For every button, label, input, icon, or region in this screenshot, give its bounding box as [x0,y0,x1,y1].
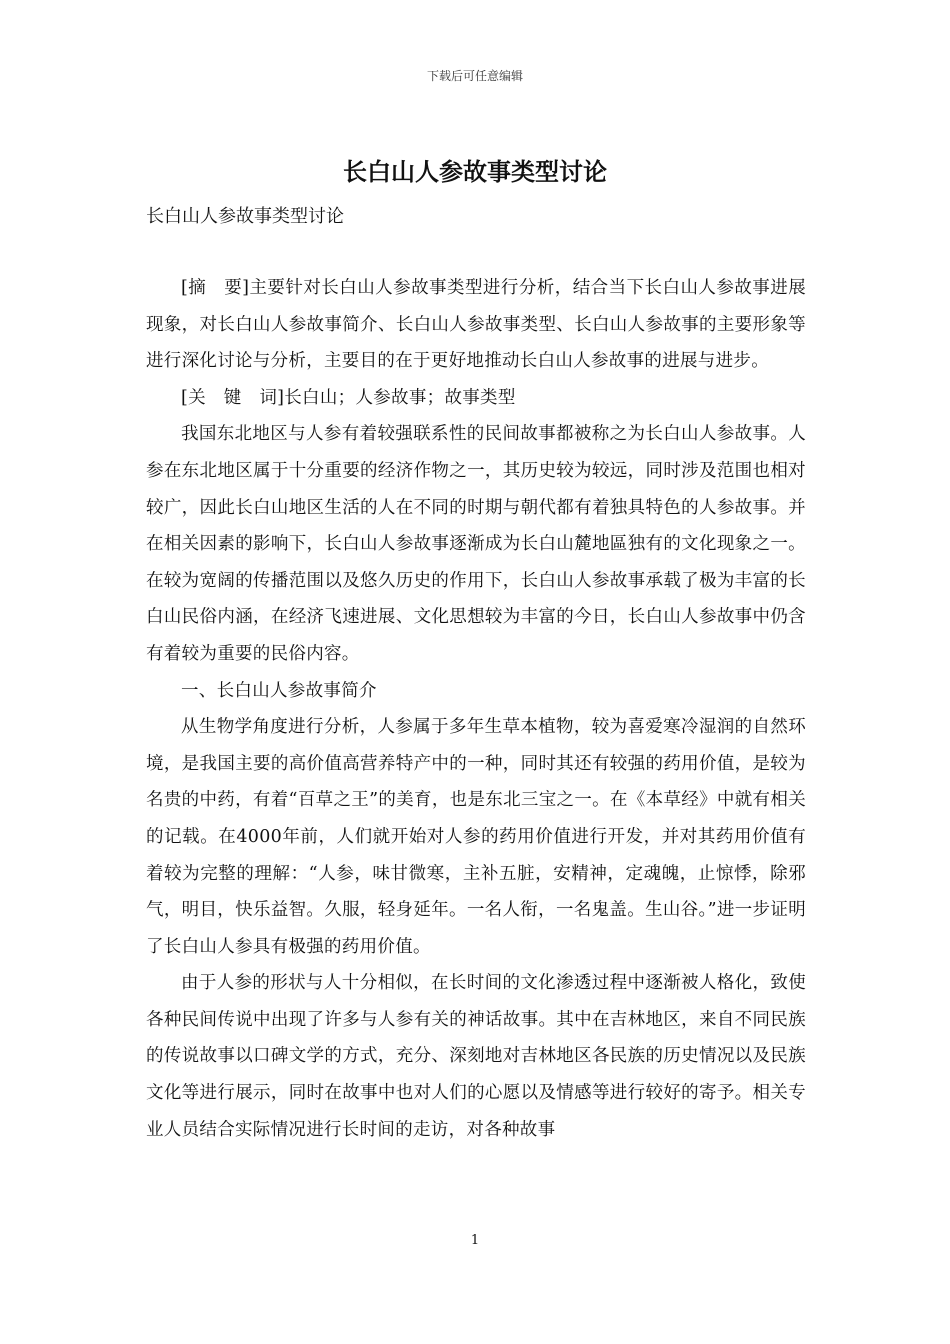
header-note: 下载后可任意编辑 [426,69,523,83]
page-number: 1 [470,1233,480,1248]
intro-paragraph: 我国东北地区与人参有着较强联系性的民间故事都被称之为长白山人参故事。人参在东北地区属于十分重要的经济作物之一，其历史较为较远，同时涉及范围也相对较广，因此长白山地区生活的人在不同的时期与朝代都有着独具特色的人参故事。并在相关因素的影响下，长白山人参故事逐渐成为长白山麓地區独有的文化现象之一。在较为宽阔的传播范围以及悠久历史的作用下，长白山人参故事承载了极为丰富的长白山民俗内涵，在经济飞速进展、文化思想较为丰富的今日，长白山人参故事中仍含有着较为重要的民俗内容。 [146,424,806,664]
abstract-paragraph: [摘 要]主要针对长白山人参故事类型进行分析，结合当下长白山人参故事进展现象，对长白山人参故事简介、长白山人参故事类型、长白山人参故事的主要形象等进行深化讨论与分析，主要目的在于更好地推动长白山人参故事的进展与进步。 [146,278,806,372]
body-paragraph: 由于人参的形状与人十分相似，在长时间的文化渗透过程中逐渐被人格化，致使各种民间传说中出现了许多与人参有关的神话故事。其中在吉林地区，来自不同民族的传说故事以口碑文学的方式，充分、深刻地对吉林地区各民族的历史情况以及民族文化等进行展示，同时在故事中也对人们的心愿以及情感等进行较好的寄予。相关专业人员结合实际情况进行长时间的走访，对各种故事 [146,973,806,1140]
keywords-paragraph: [关 键 词]长白山；人参故事；故事类型 [181,387,516,408]
body-paragraph: 从生物学角度进行分析，人参属于多年生草本植物，较为喜爱寒冷湿润的自然环境，是我国主要的高价值高营养特产中的一种，同时其还有较强的药用价值，是较为名贵的中药，有着“百草之王”的美育，也是东北三宝之一。在《本草经》中就有相关的记载。在4000年前，人们就开始对人参的药用价值进行开发，并对其药用价值有着较为完整的理解：“人参，味甘微寒，主补五脏，安精神，定魂魄，止惊悸，除邪气，明目，快乐益智。久服，轻身延年。一名人衔，一名鬼盖。生山谷。”进一步证明了长白山人参具有极强的药用价值。 [146,717,806,957]
document-title: 长白山人参故事类型讨论 [343,157,607,186]
section-heading: 一、长白山人参故事简介 [181,680,377,701]
document-body [146,270,806,1148]
document-subtitle: 长白山人参故事类型讨论 [146,206,344,227]
